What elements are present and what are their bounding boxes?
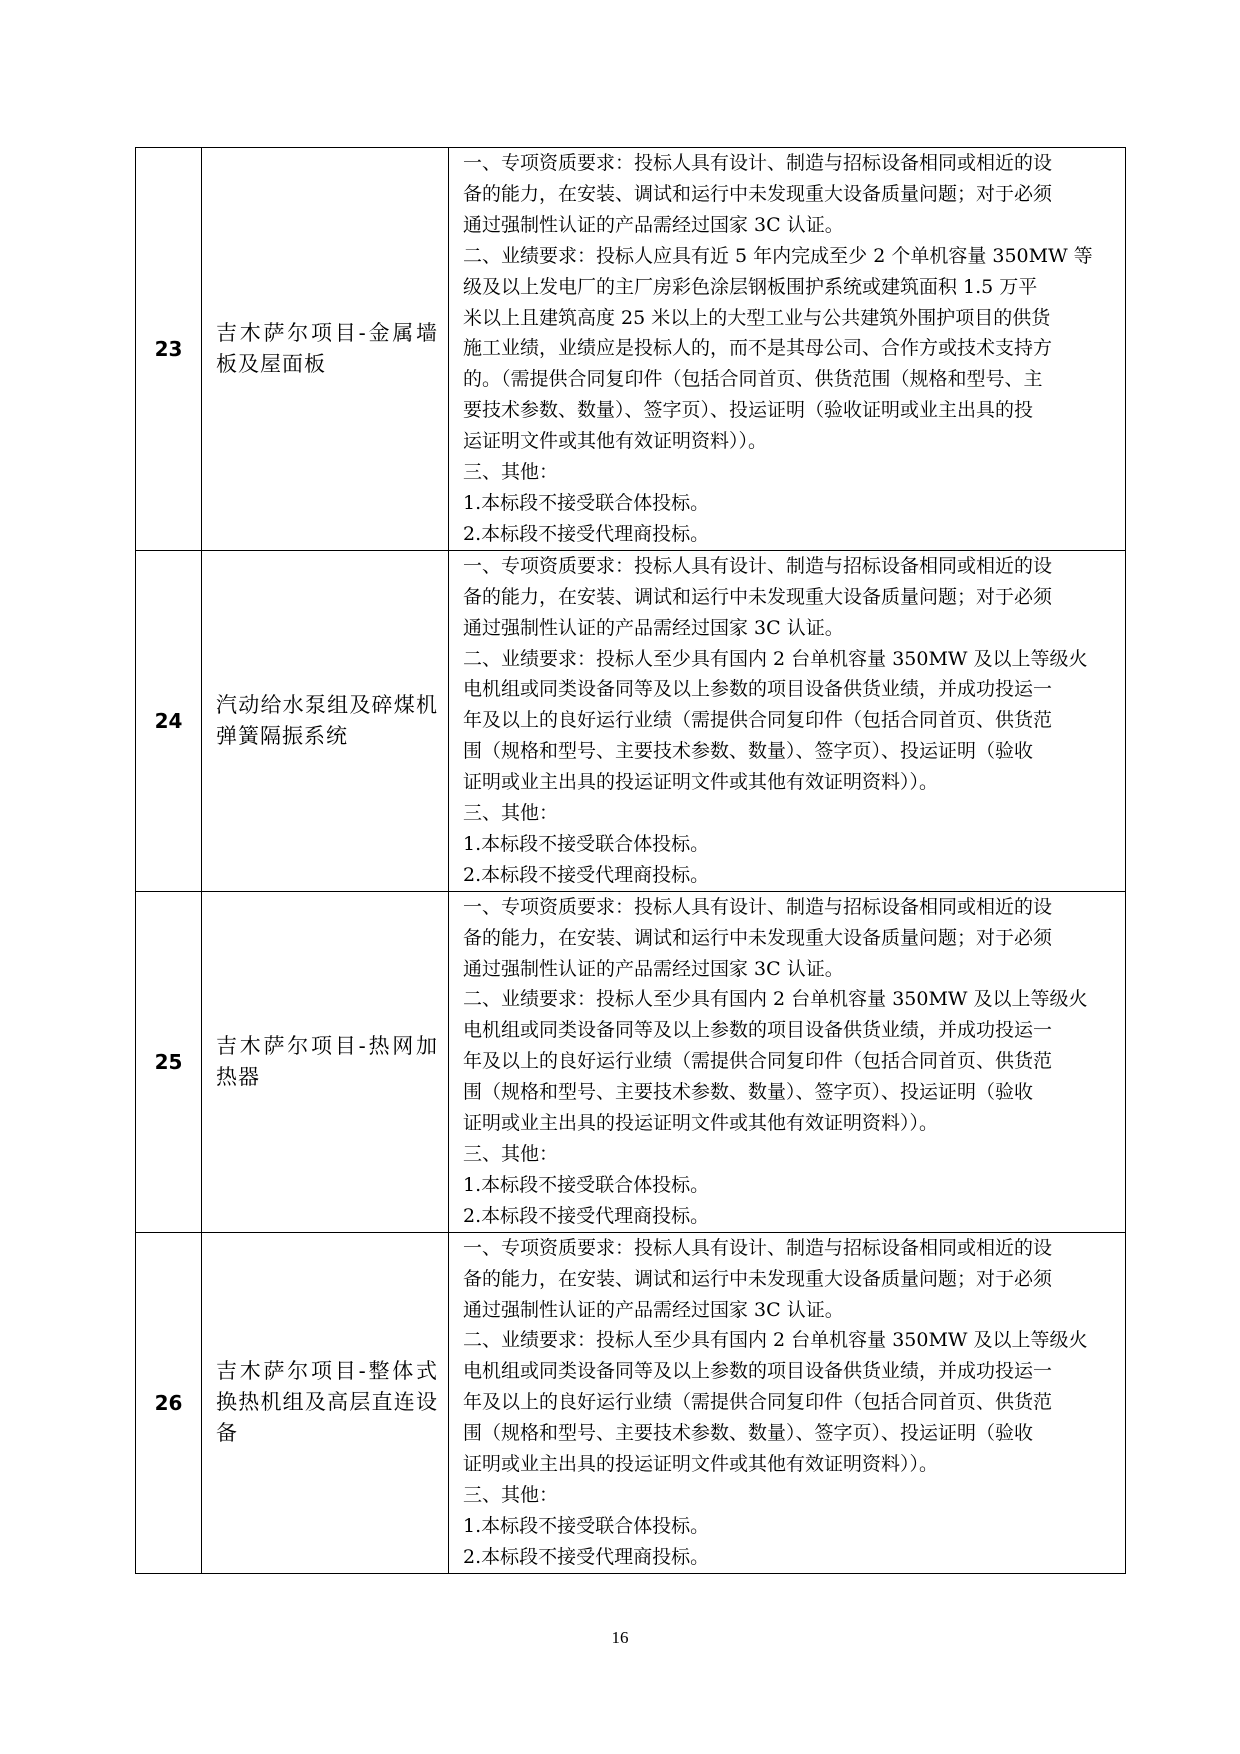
requirements-cell xyxy=(449,891,1126,1232)
requirement-line: 1.本标段不接受联合体投标。 xyxy=(463,491,710,514)
requirement-line: 备的能力，在安装、调试和运行中未发现重大设备质量问题；对于必须 xyxy=(463,182,1053,205)
table-row xyxy=(136,550,1126,891)
requirement-line: 电机组或同类设备同等及以上参数的项目设备供货业绩，并成功投运一 xyxy=(463,1360,1053,1383)
requirement-line: 一、专项资质要求：投标人具有设计、制造与招标设备相同或相近的设 xyxy=(463,1236,1053,1259)
requirement-line: 证明或业主出具的投运证明文件或其他有效证明资料））。 xyxy=(463,1453,939,1476)
requirement-line: 2.本标段不接受代理商投标。 xyxy=(463,1545,710,1568)
requirement-line: 2.本标段不接受代理商投标。 xyxy=(463,863,710,886)
item-name: 吉木萨尔项目-热网加热器 xyxy=(202,891,449,1232)
requirement-line: 三、其他： xyxy=(463,461,559,484)
requirement-line: 电机组或同类设备同等及以上参数的项目设备供货业绩，并成功投运一 xyxy=(463,1019,1053,1042)
requirements-cell xyxy=(449,1232,1126,1573)
requirement-line: 年及以上的良好运行业绩（需提供合同复印件（包括合同首页、供货范 xyxy=(463,709,1053,732)
requirements-cell xyxy=(449,550,1126,891)
requirement-line: 2.本标段不接受代理商投标。 xyxy=(463,1204,710,1227)
requirement-line: 三、其他： xyxy=(463,1143,559,1165)
requirement-line: 证明或业主出具的投运证明文件或其他有效证明资料））。 xyxy=(463,771,939,794)
requirement-line: 一、专项资质要求：投标人具有设计、制造与招标设备相同或相近的设 xyxy=(463,554,1053,577)
requirement-line: 一、专项资质要求：投标人具有设计、制造与招标设备相同或相近的设 xyxy=(463,895,1053,918)
requirements-cell xyxy=(449,148,1126,551)
requirement-line: 要技术参数、数量）、签字页）、投运证明（验收证明或业主出具的投 xyxy=(463,399,1034,422)
requirement-line: 围（规格和型号、主要技术参数、数量）、签字页）、投运证明（验收 xyxy=(463,1422,1034,1445)
item-name: 吉木萨尔项目-金属墙板及屋面板 xyxy=(202,148,449,551)
requirement-line: 通过强制性认证的产品需经过国家 3C 认证。 xyxy=(463,616,844,639)
requirement-line: 二、业绩要求：投标人至少具有国内 2 台单机容量 350MW 及以上等级火 xyxy=(463,1329,1088,1352)
requirement-line: 证明或业主出具的投运证明文件或其他有效证明资料））。 xyxy=(463,1112,939,1135)
requirement-line: 年及以上的良好运行业绩（需提供合同复印件（包括合同首页、供货范 xyxy=(463,1391,1053,1414)
requirement-line: 米以上且建筑高度 25 米以上的大型工业与公共建筑外围护项目的供货 xyxy=(463,306,1051,329)
requirements-table xyxy=(135,147,1126,1574)
requirement-line: 备的能力，在安装、调试和运行中未发现重大设备质量问题；对于必须 xyxy=(463,1267,1053,1290)
page-number: 16 xyxy=(611,1628,629,1647)
requirement-line: 级及以上发电厂的主厂房彩色涂层钢板围护系统或建筑面积 1.5 万平 xyxy=(463,275,1038,298)
requirement-line: 三、其他： xyxy=(463,1483,559,1506)
requirement-line: 围（规格和型号、主要技术参数、数量）、签字页）、投运证明（验收 xyxy=(463,740,1034,763)
table-row xyxy=(136,1232,1126,1573)
requirement-line: 的。（需提供合同复印件（包括合同首页、供货范围（规格和型号、主 xyxy=(463,368,1043,391)
table-row xyxy=(136,891,1126,1232)
requirement-line: 二、业绩要求：投标人至少具有国内 2 台单机容量 350MW 及以上等级火 xyxy=(463,647,1088,670)
requirement-line: 备的能力，在安装、调试和运行中未发现重大设备质量问题；对于必须 xyxy=(463,585,1053,608)
row-number: 26 xyxy=(136,1232,202,1573)
requirement-line: 通过强制性认证的产品需经过国家 3C 认证。 xyxy=(463,213,844,236)
requirement-line: 备的能力，在安装、调试和运行中未发现重大设备质量问题；对于必须 xyxy=(463,926,1053,949)
requirement-line: 年及以上的良好运行业绩（需提供合同复印件（包括合同首页、供货范 xyxy=(463,1050,1053,1073)
requirement-line: 三、其他： xyxy=(463,802,559,825)
row-number: 23 xyxy=(136,148,202,551)
requirement-line: 二、业绩要求：投标人至少具有国内 2 台单机容量 350MW 及以上等级火 xyxy=(463,988,1088,1011)
requirement-line: 围（规格和型号、主要技术参数、数量）、签字页）、投运证明（验收 xyxy=(463,1081,1034,1104)
requirement-line: 一、专项资质要求：投标人具有设计、制造与招标设备相同或相近的设 xyxy=(463,152,1053,174)
requirement-line: 运证明文件或其他有效证明资料））。 xyxy=(463,430,768,453)
requirement-line: 通过强制性认证的产品需经过国家 3C 认证。 xyxy=(463,957,844,980)
row-number: 24 xyxy=(136,550,202,891)
requirement-line: 电机组或同类设备同等及以上参数的项目设备供货业绩，并成功投运一 xyxy=(463,678,1053,701)
requirement-line: 二、业绩要求：投标人应具有近 5 年内完成至少 2 个单机容量 350MW 等 xyxy=(463,244,1093,267)
table-row xyxy=(136,148,1126,551)
requirement-line: 1.本标段不接受联合体投标。 xyxy=(463,1514,710,1537)
requirement-line: 施工业绩，业绩应是投标人的，而不是其母公司、合作方或技术支持方 xyxy=(463,337,1053,360)
requirement-line: 2.本标段不接受代理商投标。 xyxy=(463,522,710,545)
row-number: 25 xyxy=(136,891,202,1232)
item-name: 吉木萨尔项目-整体式换热机组及高层直连设备 xyxy=(202,1232,449,1573)
item-name: 汽动给水泵组及碎煤机弹簧隔振系统 xyxy=(202,550,449,891)
requirement-line: 1.本标段不接受联合体投标。 xyxy=(463,832,710,855)
requirement-line: 1.本标段不接受联合体投标。 xyxy=(463,1173,710,1196)
requirement-line: 通过强制性认证的产品需经过国家 3C 认证。 xyxy=(463,1298,844,1321)
